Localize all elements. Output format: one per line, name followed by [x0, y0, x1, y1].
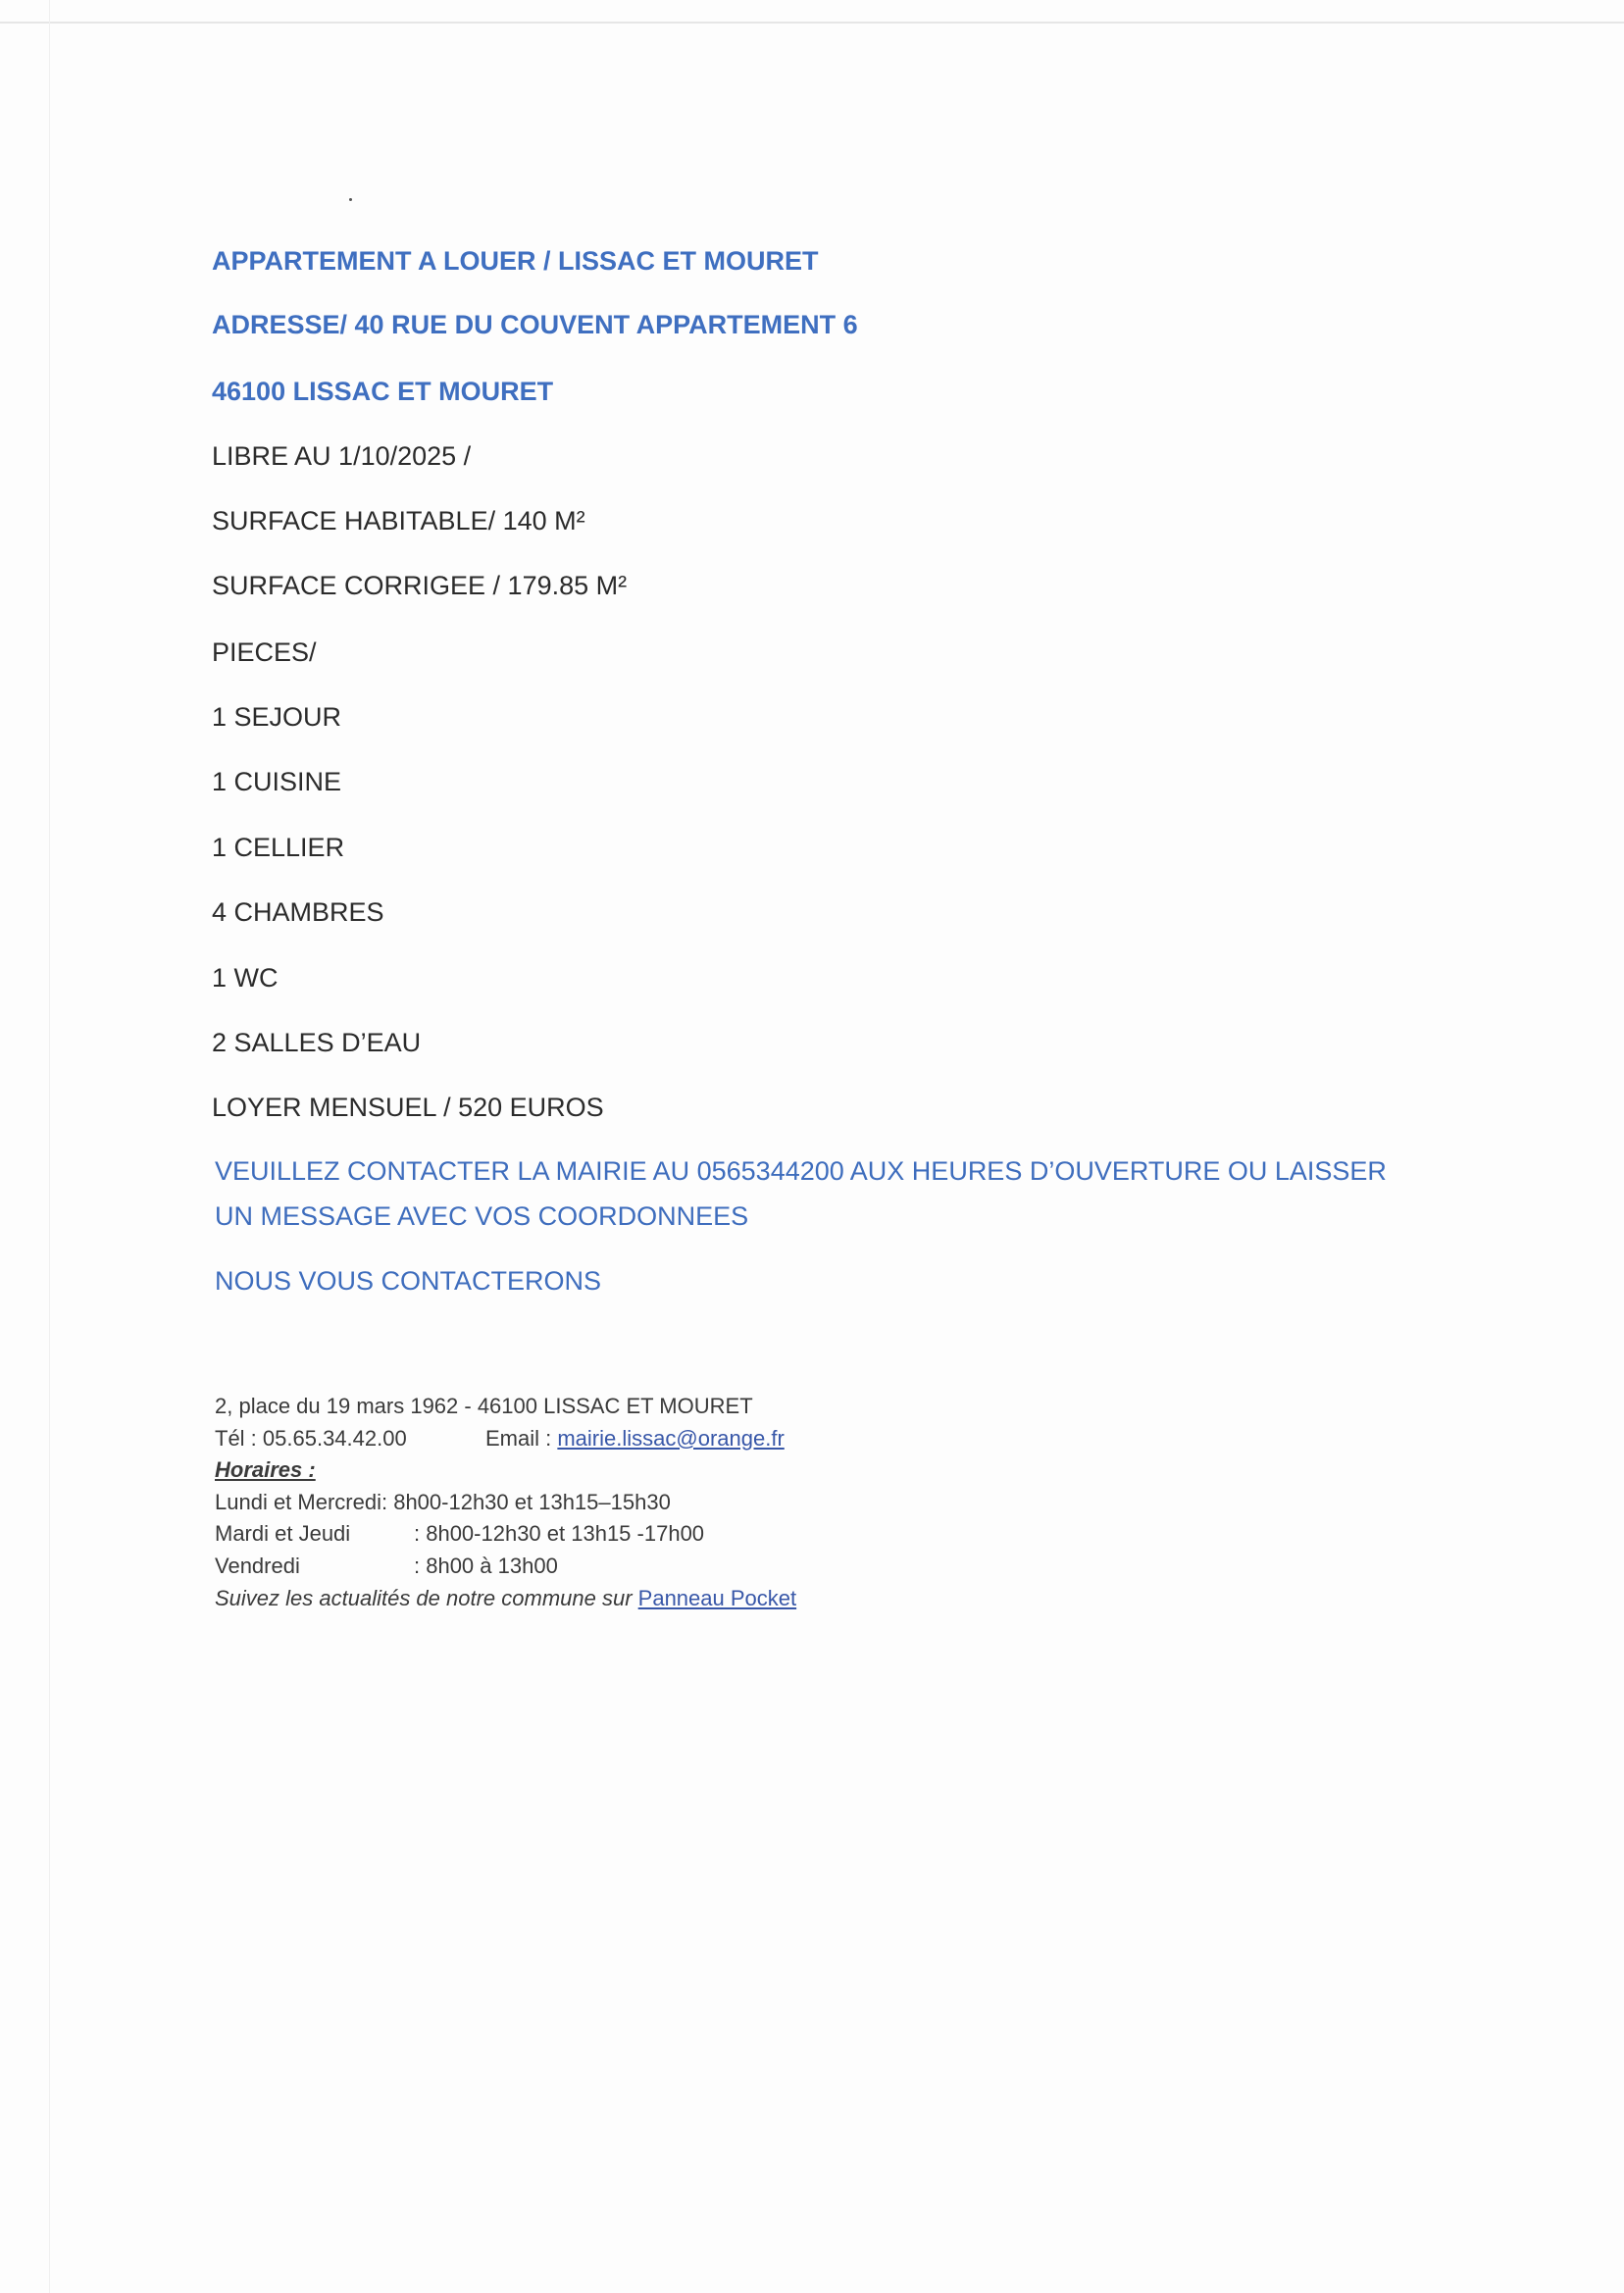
footer-panneau-pocket-link[interactable]: Panneau Pocket [637, 1585, 797, 1610]
footer-hours-row [215, 1551, 796, 1583]
surface-habitable: SURFACE HABITABLE/ 140 M² [212, 506, 585, 535]
footer-email-label: Email : [485, 1425, 558, 1451]
footer-hours-time: : 8h00-12h30 et 13h15–15h30 [381, 1489, 671, 1514]
footer-horaires-label: Horaires : [215, 1457, 316, 1483]
room-item: 1 CELLIER [212, 833, 345, 862]
room-item: 1 SEJOUR [212, 702, 342, 732]
contact-instructions-line2: UN MESSAGE AVEC VOS COORDONNEES [215, 1201, 749, 1231]
footer-follow-row [215, 1583, 796, 1615]
contact-instructions-line1: VEUILLEZ CONTACTER LA MAIRIE AU 0565344200 AUX HEURES D’OUVERTURE OU LAISSER [215, 1156, 1387, 1186]
footer-horaires-label-row [215, 1454, 796, 1487]
listing-postal: 46100 LISSAC ET MOURET [212, 377, 554, 406]
pieces-label: PIECES/ [212, 637, 317, 667]
footer-email-link[interactable]: mairie.lissac@orange.fr [557, 1425, 785, 1451]
footer-follow-text: Suivez les actualités de notre commune sur [215, 1585, 638, 1610]
availability-date: LIBRE AU 1/10/2025 / [212, 441, 472, 471]
mairie-footer [215, 1391, 796, 1614]
room-item: 1 CUISINE [212, 767, 342, 796]
closing-message: NOUS VOUS CONTACTERONS [215, 1266, 602, 1296]
footer-hours-time: : 8h00 à 13h00 [414, 1553, 558, 1578]
footer-contact-row [215, 1423, 796, 1455]
footer-hours-row [215, 1518, 796, 1551]
room-item: 1 WC [212, 963, 279, 993]
footer-hours-days: Lundi et Mercredi [215, 1489, 381, 1514]
listing-address: ADRESSE/ 40 RUE DU COUVENT APPARTEMENT 6 [212, 310, 858, 339]
footer-hours-days: Mardi et Jeudi [215, 1521, 351, 1547]
monthly-rent: LOYER MENSUEL / 520 EUROS [212, 1093, 604, 1122]
footer-address: 2, place du 19 mars 1962 - 46100 LISSAC ET MOURET [215, 1394, 753, 1418]
footer-hours-time: : 8h00-12h30 et 13h15 -17h00 [414, 1521, 705, 1547]
room-item: 2 SALLES D’EAU [212, 1028, 422, 1057]
footer-hours-row [215, 1487, 796, 1519]
footer-tel: Tél : 05.65.34.42.00 [215, 1425, 407, 1451]
room-item: 4 CHAMBRES [212, 897, 384, 927]
footer-hours-days: Vendredi [215, 1553, 300, 1578]
listing-title: APPARTEMENT A LOUER / LISSAC ET MOURET [212, 246, 819, 276]
surface-corrigee: SURFACE CORRIGEE / 179.85 M² [212, 571, 628, 600]
